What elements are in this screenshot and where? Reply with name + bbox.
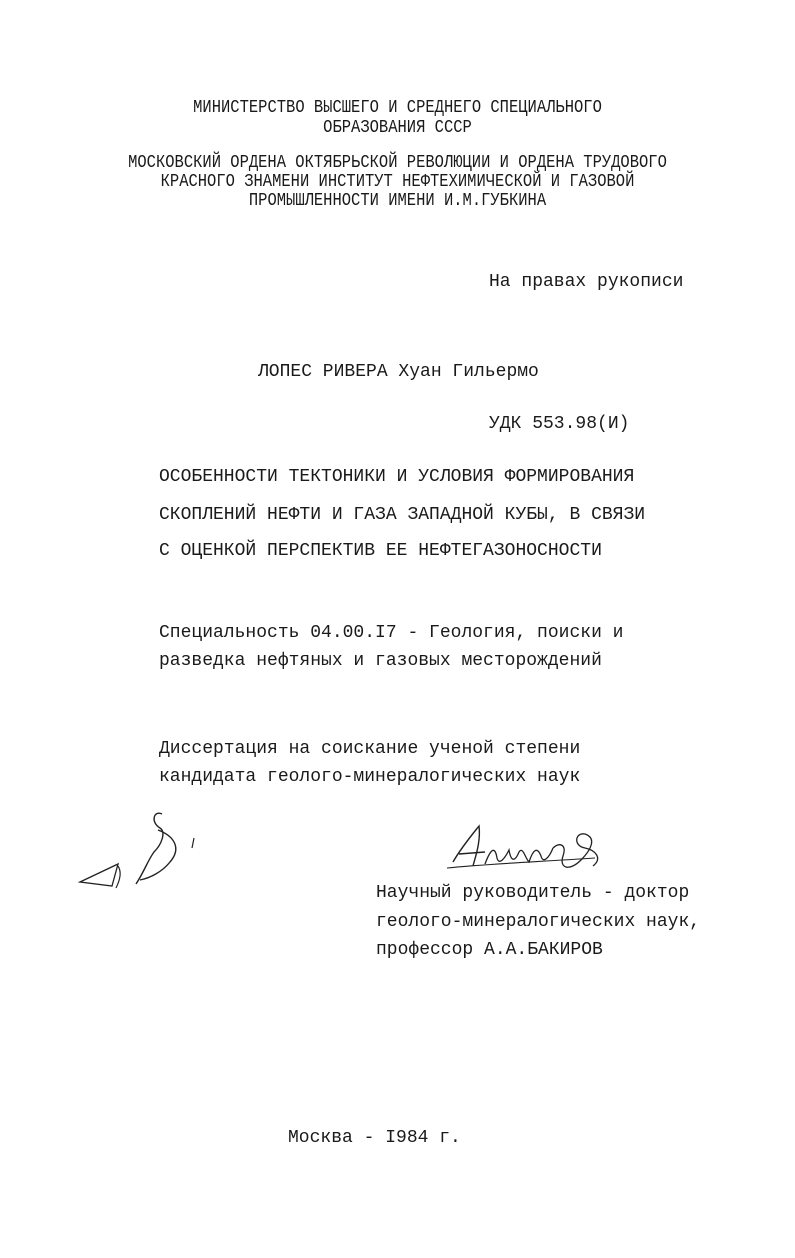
handwritten-mark (70, 800, 210, 910)
manuscript-note: На правах рукописи (489, 272, 684, 292)
title-line-3: С ОЦЕНКОЙ ПЕРСПЕКТИВ ЕЕ НЕФТЕГАЗОНОСНОСТИ (159, 541, 602, 561)
ministry-line-1: МИНИСТЕРСТВО ВЫСШЕГО И СРЕДНЕГО СПЕЦИАЛЬНОГО (193, 98, 602, 118)
institute-line-2: КРАСНОГО ЗНАМЕНИ ИНСТИТУТ НЕФТЕХИМИЧЕСКОЙ И ГАЗОВОЙ (160, 172, 635, 192)
author-name: ЛОПЕС РИВЕРА Хуан Гильермо (258, 362, 539, 382)
institute-line-3: ПРОМЫШЛЕННОСТИ ИМЕНИ И.М.ГУБКИНА (248, 191, 547, 211)
dissertation-line-1: Диссертация на соискание ученой степени (159, 739, 581, 759)
title-line-2: СКОПЛЕНИЙ НЕФТИ И ГАЗА ЗАПАДНОЙ КУБЫ, В СВЯЗИ (159, 505, 646, 525)
dissertation-line-2: кандидата геолого-минералогических наук (159, 767, 581, 787)
supervisor-line-3: профессор А.А.БАКИРОВ (376, 940, 603, 960)
ministry-line-2: ОБРАЗОВАНИЯ СССР (323, 118, 472, 138)
specialty-line-1: Специальность 04.00.I7 - Геология, поиски и (159, 623, 624, 643)
udk-code: УДК 553.98(И) (489, 414, 630, 434)
supervisor-line-1: Научный руководитель - доктор (376, 883, 690, 903)
supervisor-line-2: геолого-минералогических наук, (376, 912, 701, 932)
specialty-line-2: разведка нефтяных и газовых месторождений (159, 651, 602, 671)
institute-line-1: МОСКОВСКИЙ ОРДЕНА ОКТЯБРЬСКОЙ РЕВОЛЮЦИИ И ОРДЕНА ТРУДОВОГО (128, 153, 667, 173)
supervisor-signature (445, 818, 610, 878)
city-year: Москва - I984 г. (288, 1128, 461, 1148)
title-line-1: ОСОБЕННОСТИ ТЕКТОНИКИ И УСЛОВИЯ ФОРМИРОВАНИЯ (159, 467, 635, 487)
